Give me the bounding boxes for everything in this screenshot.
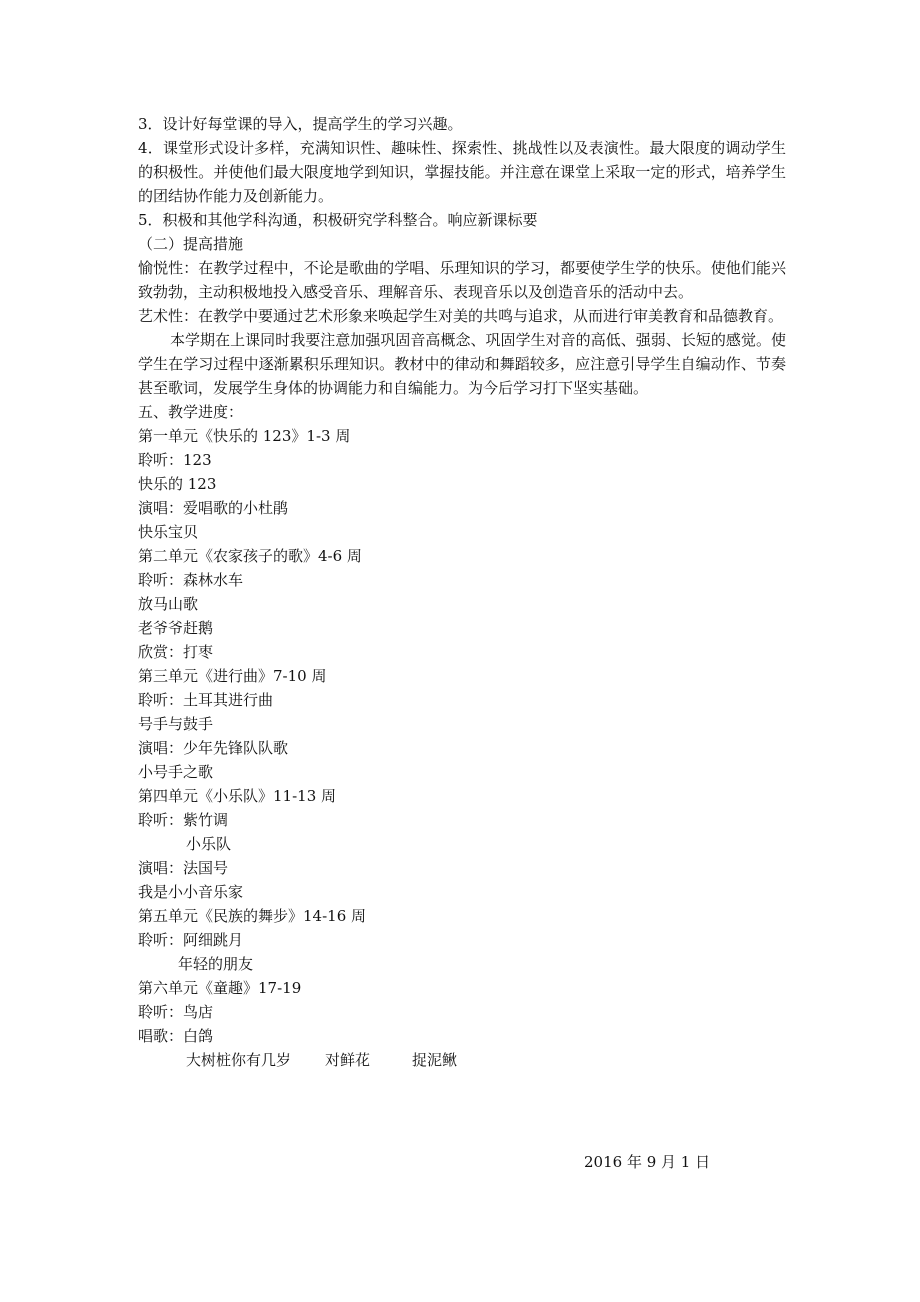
unit-4-line: 聆听：紫竹调 — [138, 811, 229, 829]
unit-6-songs — [138, 1048, 786, 1072]
point-5: 5．积极和其他学科沟通，积极研究学科整合。响应新课标要 — [138, 211, 538, 229]
unit-6-line: 聆听：鸟店 — [138, 1003, 214, 1021]
measures-heading: （二）提高措施 — [138, 235, 244, 253]
measure-art: 艺术性：在教学中要通过艺术形象来唤起学生对美的共鸣与追求，从而进行审美教育和品德教育。 — [138, 307, 784, 325]
unit-5-title: 第五单元《民族的舞步》14-16 周 — [138, 907, 367, 925]
unit-2-line: 聆听：森林水车 — [138, 571, 244, 589]
unit-3-line: 号手与鼓手 — [138, 715, 214, 733]
unit-3-line: 聆听：土耳其进行曲 — [138, 691, 274, 709]
unit-5-line: 年轻的朋友 — [178, 955, 254, 973]
progress-heading: 五、教学进度： — [138, 403, 244, 421]
unit-3-line: 演唱：少年先锋队队歌 — [138, 739, 289, 757]
unit-2-line: 放马山歌 — [138, 595, 199, 613]
unit-1-line: 快乐的 123 — [138, 475, 217, 493]
song-title: 对鲜花 — [325, 1051, 371, 1069]
unit-2-title: 第二单元《农家孩子的歌》4-6 周 — [138, 547, 362, 565]
document-date: 2016 年 9 月 1 日 — [584, 1153, 711, 1171]
unit-2-line: 欣赏：打枣 — [138, 643, 214, 661]
document-body — [138, 112, 786, 1072]
unit-3-title: 第三单元《进行曲》7-10 周 — [138, 667, 327, 685]
unit-1-title: 第一单元《快乐的 123》1-3 周 — [138, 427, 351, 445]
measure-joy: 愉悦性：在教学过程中，不论是歌曲的学唱、乐理知识的学习，都要使学生学的快乐。使他们能兴致勃勃，主动积极地投入感受音乐、理解音乐、表现音乐以及创造音乐的活动中去。 — [138, 259, 786, 301]
unit-1-line: 演唱：爱唱歌的小杜鹃 — [138, 499, 289, 517]
point-3: 3．设计好每堂课的导入，提高学生的学习兴趣。 — [138, 115, 463, 133]
unit-4-line: 演唱：法国号 — [138, 859, 229, 877]
unit-2-line: 老爷爷赶鹅 — [138, 619, 214, 637]
unit-4-title: 第四单元《小乐队》11-13 周 — [138, 787, 337, 805]
unit-1-line: 聆听：123 — [138, 451, 212, 469]
unit-5-line: 聆听：阿细跳月 — [138, 931, 244, 949]
song-title: 捉泥鳅 — [412, 1051, 458, 1069]
unit-1-line: 快乐宝贝 — [138, 523, 199, 541]
unit-4-line: 我是小小音乐家 — [138, 883, 244, 901]
point-4: 4．课堂形式设计多样，充满知识性、趣味性、探索性、挑战性以及表演性。最大限度的调动学生的积极性。并使他们最大限度地学到知识，掌握技能。并注意在课堂上采取一定的形式，培养学生的团结协作能力及创新能力。 — [138, 139, 786, 205]
unit-6-line: 唱歌：白鸽 — [138, 1027, 214, 1045]
unit-4-line: 小乐队 — [186, 835, 232, 853]
song-title: 大树桩你有几岁 — [186, 1051, 292, 1069]
unit-3-line: 小号手之歌 — [138, 763, 214, 781]
term-paragraph: 本学期在上课同时我要注意加强巩固音高概念、巩固学生对音的高低、强弱、长短的感觉。使学生在学习过程中逐渐累积乐理知识。教材中的律动和舞蹈较多，应注意引导学生自编动作、节奏甚至歌词，发展学生身体的协调能力和自编能力。为今后学习打下坚实基础。 — [138, 331, 786, 397]
unit-6-title: 第六单元《童趣》17-19 — [138, 979, 302, 997]
